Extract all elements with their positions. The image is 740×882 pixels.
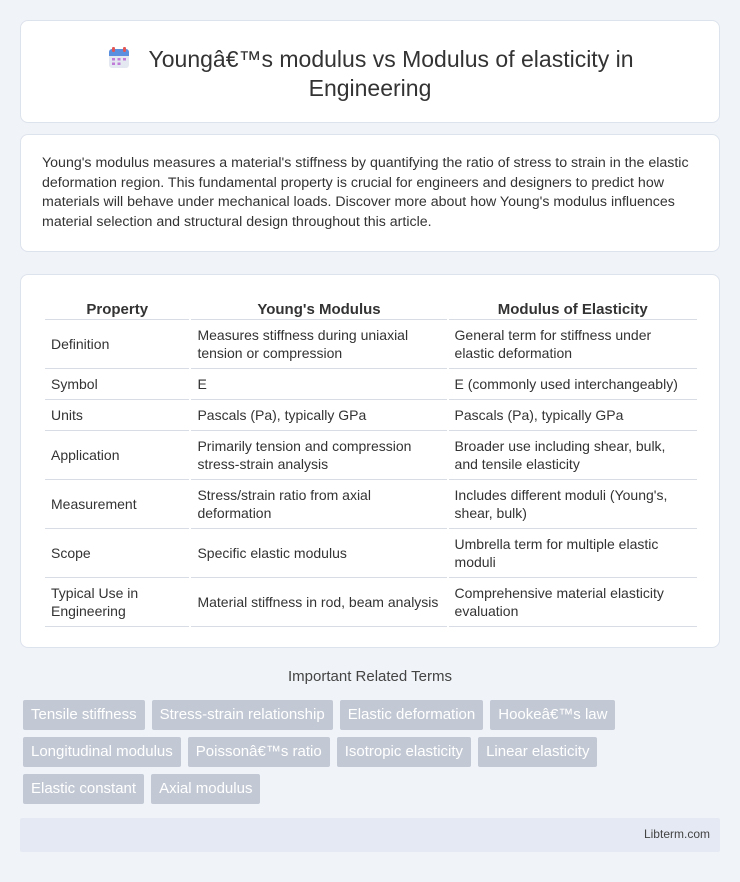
intro-card [20,134,720,252]
table-cell: Units [45,400,189,431]
table-cell: Broader use including shear, bulk, and tensile elasticity [449,431,697,480]
related-term-tag[interactable]: Elastic constant [23,774,144,804]
table-row [45,480,697,529]
column-header: Modulus of Elasticity [449,295,697,320]
table-cell: E [191,369,446,400]
table-cell: Symbol [45,369,189,400]
table-cell: Application [45,431,189,480]
related-terms-tags [23,700,723,811]
related-term-tag[interactable]: Stress-strain relationship [152,700,333,730]
related-term-tag[interactable]: Isotropic elasticity [337,737,471,767]
related-term-tag[interactable]: Linear elasticity [478,737,597,767]
title-card [20,20,720,123]
table-row [45,369,697,400]
related-terms-heading: Important Related Terms [288,668,452,685]
table-row [45,400,697,431]
comparison-table-card [20,274,720,648]
table-cell: Typical Use in Engineering [45,578,189,627]
table-cell: Pascals (Pa), typically GPa [191,400,446,431]
column-header: Property [45,295,189,320]
related-term-tag[interactable]: Longitudinal modulus [23,737,181,767]
column-header: Young's Modulus [191,295,446,320]
table-header-row [45,295,697,320]
footer [20,818,720,852]
table-row [45,320,697,369]
table-cell: Includes different moduli (Young's, shear, bulk) [449,480,697,529]
footer-site-link[interactable]: Libterm.com [643,827,710,841]
related-term-tag[interactable]: Axial modulus [151,774,260,804]
table-cell: Definition [45,320,189,369]
table-row [45,529,697,578]
related-term-tag[interactable]: Poissonâ€™s ratio [188,737,330,767]
table-row [45,578,697,627]
related-term-tag[interactable]: Elastic deformation [340,700,484,730]
table-cell: Primarily tension and compression stress-strain analysis [191,431,446,480]
title-text: Youngâ€™s modulus vs Modulus of elasticity in Engineering [148,46,634,101]
table-cell: Specific elastic modulus [191,529,446,578]
table-cell: Umbrella term for multiple elastic moduli [449,529,697,578]
table-cell: Scope [45,529,189,578]
table-cell: Measurement [45,480,189,529]
table-cell: Comprehensive material elasticity evaluation [449,578,697,627]
page-title [21,45,719,103]
table-cell: Stress/strain ratio from axial deformation [191,480,446,529]
comparison-table [43,295,699,627]
table-cell: Material stiffness in rod, beam analysis [191,578,446,627]
calendar-icon [107,46,131,70]
related-term-tag[interactable]: Hookeâ€™s law [490,700,615,730]
table-cell: General term for stiffness under elastic deformation [449,320,697,369]
table-cell: Measures stiffness during uniaxial tension or compression [191,320,446,369]
table-cell: Pascals (Pa), typically GPa [449,400,697,431]
intro-paragraph: Young's modulus measures a material's stiffness by quantifying the ratio of stress to strain in the elastic deformation region. This fundamental property is crucial for engineers and designers to predict how materials will behave under mechanical loads. Discover more about how Young's modulus influences material selection and structural design throughout this article. [42,155,689,230]
related-term-tag[interactable]: Tensile stiffness [23,700,145,730]
table-row [45,431,697,480]
table-cell: E (commonly used interchangeably) [449,369,697,400]
